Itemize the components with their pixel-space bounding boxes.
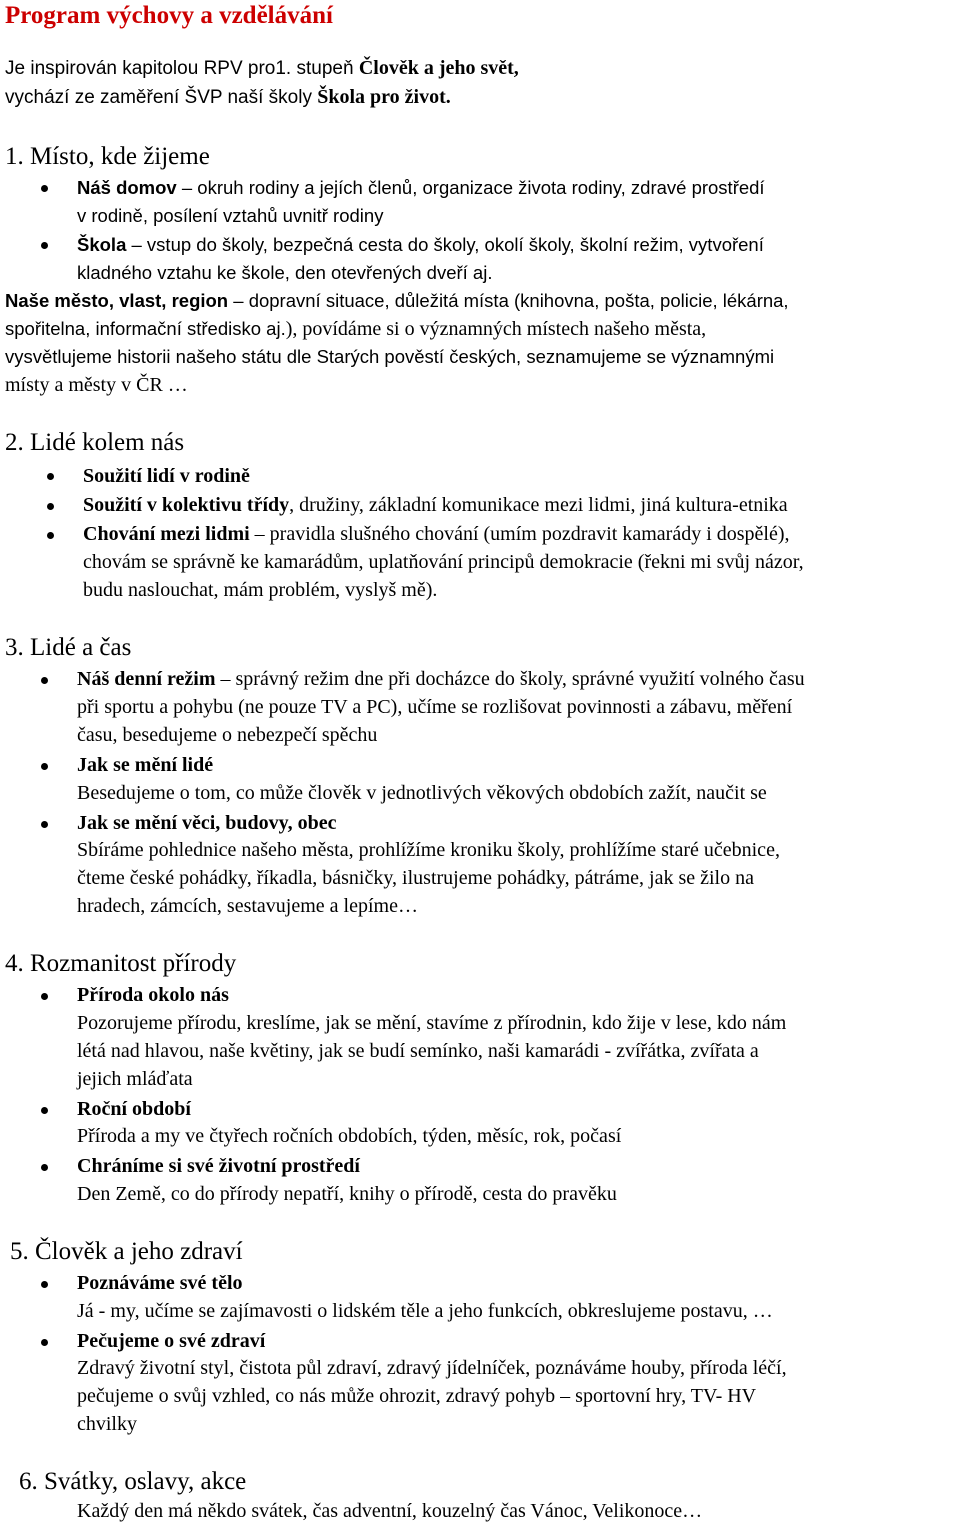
s4-item-1-bold: Příroda okolo nás [77, 984, 229, 1006]
s4-item-3-bold: Chráníme si své životní prostředí [77, 1155, 360, 1177]
s1-para-text2a: spořitelna, informační středisko aj. [5, 318, 286, 339]
s4-item-2-line1: Příroda a my ve čtyřech ročních obdobích, týden, měsíc, rok, počasí [77, 1125, 622, 1147]
section-1-heading [5, 142, 210, 172]
s1-item-2-line2: kladného vztahu ke škole, den otevřených dveří aj. [77, 262, 493, 283]
section-5-number: 5. [10, 1238, 35, 1265]
section-2-number: 2. [5, 429, 30, 456]
section-2-heading [5, 428, 184, 458]
s5-item-2-line2: pečujeme o svůj vzhled, co nás může ohrozit, zdravý pohyb – sportovní hry, TV- HV [77, 1385, 757, 1407]
s1-para-text1: – dopravní situace, důležitá místa (knihovna, pošta, policie, lékárna, [228, 290, 789, 311]
section-6-title: Svátky, oslavy, akce [44, 1468, 247, 1495]
bullet-icon [41, 821, 48, 828]
s3-item-1-bold: Náš denní režim [77, 668, 216, 690]
s2-item-3-line1: – pravidla slušného chování (umím pozdravit kamarády i dospělé), [249, 523, 790, 545]
s1-item-2-line1: – vstup do školy, bezpečná cesta do školy, okolí školy, školní režim, vytvoření [126, 234, 764, 255]
intro-paragraph [5, 54, 955, 112]
s2-item-2-rest: , družiny, základní komunikace mezi lidmi, jiná kultura-etnika [289, 494, 788, 516]
s1-item-2-bold: Škola [77, 234, 127, 255]
bullet-icon [47, 473, 54, 480]
bullet-icon [41, 242, 48, 249]
s2-item-3-bold: Chování mezi lidmi [83, 523, 250, 545]
s3-item-2-line1: Besedujeme o tom, co může člověk v jednotlivých věkových obdobích zažít, naučit se [77, 782, 767, 804]
s3-item-1-line1: – správný režim dne při docházce do školy, správné využití volného času [215, 668, 805, 690]
s4-item-1-line3: jejich mláďata [77, 1068, 193, 1090]
s1-para-line3: vysvětlujeme historii našeho státu dle Starých pověstí českých, seznamujeme se významnými [5, 346, 775, 367]
bullet-icon [47, 532, 54, 539]
s6-line1: Každý den má někdo svátek, čas adventní, kouzelný čas Vánoc, Velikonoce… [77, 1500, 703, 1522]
section-6-number: 6. [19, 1468, 44, 1495]
s3-item-3-line2: čteme české pohádky, říkadla, básničky, ilustrujeme pohádky, pátráme, jak se žilo na [77, 867, 754, 889]
s2-item-1-bold: Soužití lidí v rodině [83, 465, 250, 487]
section-1-title: Místo, kde žijeme [30, 143, 210, 170]
bullet-icon [41, 677, 48, 684]
bullet-icon [41, 1107, 48, 1114]
bullet-icon [41, 1281, 48, 1288]
s3-item-2-bold: Jak se mění lidé [77, 754, 214, 776]
s1-para-line4: místy a městy v ČR … [5, 374, 188, 396]
bullet-icon [41, 1339, 48, 1346]
bullet-icon [41, 763, 48, 770]
section-5-heading [10, 1237, 243, 1267]
s1-item-2 [77, 231, 764, 259]
section-3-title: Lidé a čas [30, 634, 132, 661]
s2-item-3 [83, 520, 790, 548]
bullet-icon [47, 503, 54, 510]
section-4-number: 4. [5, 950, 30, 977]
intro-bold-1: Člověk a jeho svět, [358, 57, 519, 79]
s5-item-2-line3: chvilky [77, 1413, 137, 1435]
section-3-heading [5, 633, 131, 663]
s1-para-bold: Naše město, vlast, region [5, 290, 229, 311]
s3-item-3-bold: Jak se mění věci, budovy, obec [77, 812, 337, 834]
s2-item-2 [83, 491, 788, 519]
s5-item-1-line1: Já - my, učíme se zajímavosti o lidském těle a jeho funkcích, obkreslujeme postavu, … [77, 1300, 773, 1322]
s5-item-2-line1: Zdravý životní styl, čistota půl zdraví, zdravý jídelníček, poznáváme houby, příroda léčí, [77, 1357, 787, 1379]
s2-item-3-line2: chovám se správně ke kamarádům, uplatňování principů demokracie (řekni mi svůj názor, [83, 551, 804, 573]
s3-item-1-line3: času, besedujeme o nebezpečí spěchu [77, 724, 378, 746]
s3-item-3-line1: Sbíráme pohlednice našeho města, prohlížíme kroniku školy, prohlížíme staré učebnice, [77, 839, 780, 861]
s1-item-1-line1: – okruh rodiny a jejích členů, organizace života rodiny, zdravé prostředí [176, 177, 765, 198]
s3-item-1-line2: při sportu a pohybu (ne pouze TV a PC), učíme se rozlišovat povinnosti a zábavu, měření [77, 696, 793, 718]
s1-para-line2 [5, 315, 706, 343]
s5-item-2-bold: Pečujeme o své zdraví [77, 1330, 266, 1352]
s4-item-1-line2: létá nad hlavou, naše květiny, jak se budí semínko, naši kamarádi - zvířátka, zvířata a [77, 1040, 759, 1062]
s1-item-1-line2: v rodině, posílení vztahů uvnitř rodiny [77, 205, 384, 226]
s1-item-1 [77, 174, 765, 202]
s1-para-line1 [5, 287, 789, 315]
s2-item-3-line3: budu naslouchat, mám problém, vyslyš mě). [83, 579, 438, 601]
section-4-heading [5, 949, 236, 979]
s5-item-1-bold: Poznáváme své tělo [77, 1272, 243, 1294]
section-1-number: 1. [5, 143, 30, 170]
s3-item-3-line3: hradech, zámcích, sestavujeme a lepíme… [77, 895, 418, 917]
intro-text-2: vychází ze zaměření ŠVP naší školy [5, 87, 318, 108]
page-title: Program výchovy a vzdělávání [5, 2, 333, 29]
intro-text-1: Je inspirován kapitolou RPV pro1. stupeň [5, 58, 359, 79]
s3-item-1 [77, 665, 805, 693]
s1-item-1-bold: Náš domov [77, 177, 177, 198]
bullet-icon [41, 1164, 48, 1171]
bullet-icon [41, 993, 48, 1000]
bullet-icon [41, 185, 48, 192]
section-4-title: Rozmanitost přírody [30, 950, 237, 977]
intro-bold-2: Škola pro život. [317, 86, 451, 108]
s4-item-1-line1: Pozorujeme přírodu, kreslíme, jak se mění, stavíme z přírodnin, kdo žije v lese, kdo nám [77, 1012, 787, 1034]
s4-item-2-bold: Roční období [77, 1098, 191, 1120]
s4-item-3-line1: Den Země, co do přírody nepatří, knihy o přírodě, cesta do pravěku [77, 1183, 617, 1205]
s1-para-text2b: ), povídáme si o významných místech našeho města, [285, 318, 707, 340]
section-2-title: Lidé kolem nás [30, 429, 185, 456]
section-6-heading [19, 1467, 246, 1497]
s2-item-2-bold: Soužití v kolektivu třídy [83, 494, 290, 516]
section-3-number: 3. [5, 634, 30, 661]
section-5-title: Člověk a jeho zdraví [35, 1238, 243, 1265]
